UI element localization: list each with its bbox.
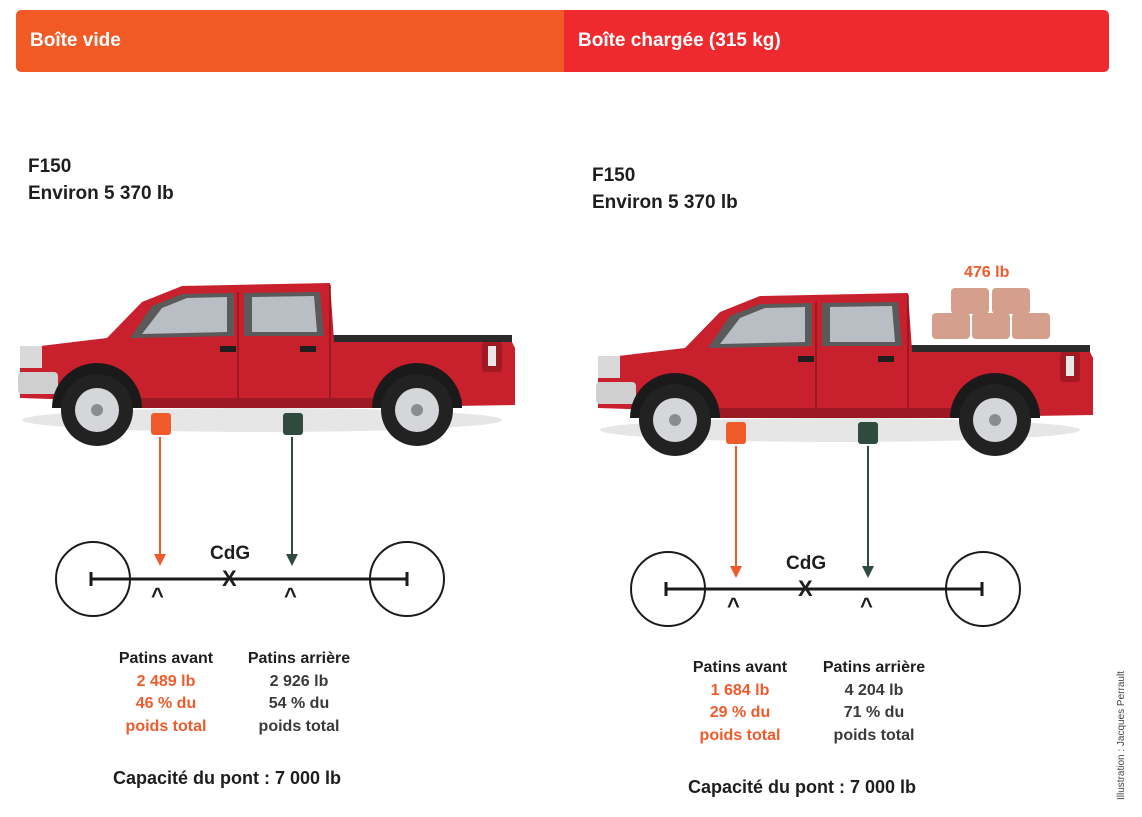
right-front-pct: 29 % du [709,704,771,721]
left-rear-pct: 54 % du [268,695,330,712]
right-weight: Environ 5 370 lb [592,192,738,213]
left-rear-title: Patins arrière [247,650,351,667]
left-model: F150 [28,156,72,177]
right-front-value: 1 684 lb [710,681,770,699]
right-front-stats [678,657,802,747]
left-cdg-mark: X [222,566,237,591]
left-truck-illustration [18,283,515,446]
left-rear-caret: ^ [284,583,297,608]
left-front-pad [151,413,171,435]
left-front-caret: ^ [151,583,164,608]
right-rear-pad [858,422,878,444]
left-front-stats [104,648,228,738]
illustration-credit: Illustration : Jacques Perrault [1116,671,1127,800]
header-empty-label: Boîte vide [30,30,121,51]
left-front-pct: 46 % du [135,695,197,712]
right-load-label: 476 lb [964,264,1010,281]
left-front-pct-suffix: poids total [125,717,207,735]
right-capacity: Capacité du pont : 7 000 lb [688,777,917,797]
right-rear-pct-suffix: poids total [833,726,915,744]
right-rear-value: 4 204 lb [844,681,904,699]
header-loaded-label: Boîte chargée (315 kg) [578,30,781,51]
right-rear-caret: ^ [860,593,873,618]
right-front-pct-suffix: poids total [699,726,781,744]
left-front-arrowhead [154,554,166,566]
right-rear-pct: 71 % du [843,704,905,721]
left-rear-stats [236,648,362,738]
right-rear-stats [811,657,937,747]
left-cdg-label: CdG [210,543,251,564]
left-capacity: Capacité du pont : 7 000 lb [113,768,342,788]
left-front-value: 2 489 lb [136,672,196,690]
right-front-arrowhead [730,566,742,578]
left-weight: Environ 5 370 lb [28,183,174,204]
right-rear-arrowhead [862,566,874,578]
left-rear-pct-suffix: poids total [258,717,340,735]
left-rear-value: 2 926 lb [269,672,329,690]
right-model: F150 [592,165,636,186]
right-rear-title: Patins arrière [822,659,926,676]
left-rear-arrowhead [286,554,298,566]
right-load-boxes [932,288,1050,339]
right-front-caret: ^ [727,593,740,618]
right-front-pad [726,422,746,444]
right-front-title: Patins avant [692,659,788,676]
left-rear-pad [283,413,303,435]
left-front-title: Patins avant [118,650,214,667]
right-cdg-mark: X [798,576,813,601]
right-cdg-label: CdG [786,553,827,574]
